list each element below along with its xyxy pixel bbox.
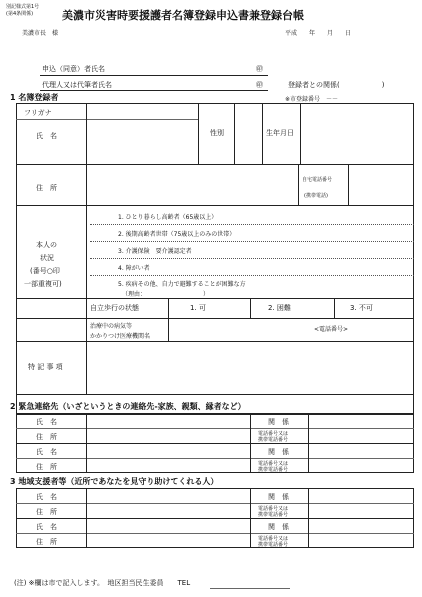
notes-label: 特 記 事 項 (28, 363, 63, 371)
relation-label: 登録者との関係( ) (288, 81, 385, 89)
supporter-divider-3 (16, 533, 414, 534)
sp2-phone-label-2: 携帯電話番号 (258, 542, 289, 548)
sp2-relation-label: 関 係 (268, 523, 289, 531)
ec2-name-label: 氏 名 (36, 448, 57, 456)
sp1-address-label: 住 所 (36, 508, 57, 516)
ec1-phone-label-2: 携帯電話番号 (258, 437, 289, 443)
mobility-opt2-line (250, 298, 251, 318)
emergency-right-line (308, 413, 309, 473)
status-sep-2 (90, 241, 414, 242)
sp2-phone-label-1: 電話番号又は (258, 536, 289, 542)
supporter-divider-1 (16, 503, 414, 504)
date-line: 平成 年 月 日 (285, 30, 352, 37)
ec2-phone-label-1: 電話番号又は (258, 461, 289, 467)
mobility-option-2: 2. 困難 (268, 304, 291, 312)
status-label-4: 一部重複可) (24, 280, 62, 288)
ec2-address-label: 住 所 (36, 463, 57, 471)
ec1-phone-label-1: 電話番号又は (258, 431, 289, 437)
proxy-seal: ㊞ (256, 81, 263, 89)
mobility-opt3-line (334, 298, 335, 318)
label-col-line (86, 103, 87, 298)
gender-value-line (262, 103, 263, 164)
mobility-col-line (86, 298, 87, 341)
birth-label: 生年月日 (266, 129, 294, 137)
sp1-name-label: 氏 名 (36, 493, 57, 501)
section2-title: 2 緊急連絡先（いざというときの連絡先-家族、親類、縁者など） (10, 402, 246, 411)
applicant-seal: ㊞ (256, 65, 263, 73)
supporter-right-line (308, 488, 309, 548)
emergency-col-line (86, 413, 87, 473)
form-label-sub: (第4条関係) (6, 11, 34, 17)
emergency-divider-3 (16, 458, 414, 459)
addressee: 美濃市長 様 (22, 30, 59, 37)
furigana-label: フリガナ (24, 109, 52, 117)
row-divider-2 (16, 205, 414, 206)
mobile-phone-label: (携帯電話) (304, 193, 328, 199)
applicant-name-label: 申込（同意）者氏名 (42, 65, 105, 73)
proxy-underline (40, 90, 268, 91)
row-divider-5 (16, 341, 414, 342)
status-label-1: 本人の (36, 241, 57, 249)
applicant-underline (40, 75, 268, 76)
proxy-name-label: 代理人又は代筆者氏名 (42, 81, 112, 89)
status-item-5: 5. 疾病その他、自力で避難することが困難な方 (118, 281, 246, 288)
emergency-mid-line (250, 413, 251, 473)
page-title: 美濃市災害時要援護者名簿登録申込書兼登録台帳 (62, 9, 304, 22)
sp1-phone-label-2: 携帯電話番号 (258, 512, 289, 518)
name-col-line (198, 103, 199, 164)
emergency-divider-1 (16, 428, 414, 429)
ec2-phone-label-2: 携帯電話番号 (258, 467, 289, 473)
ec1-name-label: 氏 名 (36, 418, 57, 426)
row-divider-6 (16, 394, 414, 395)
status-item-2: 2. 後期高齢者世帯（75歳以上のみの世帯） (118, 231, 236, 238)
medical-col-line (168, 318, 169, 341)
sp2-address-label: 住 所 (36, 538, 57, 546)
status-sep-4 (90, 275, 414, 276)
footer-underline (210, 588, 290, 589)
ec1-relation-label: 関 係 (268, 418, 289, 426)
status-item-3: 3. 介護保険 要介護認定者 (118, 248, 192, 255)
status-reason: （理由： ） (122, 291, 210, 298)
status-label-2: 状況 (40, 254, 54, 262)
registrant-table (16, 103, 414, 415)
home-phone-label: 自宅電話番号 (302, 177, 333, 183)
furigana-divider (16, 119, 198, 120)
mobility-option-1: 1. 可 (190, 304, 206, 312)
medical-phone-label: <電話番号> (314, 326, 349, 333)
birth-col-line (300, 103, 301, 164)
row-divider-3 (16, 298, 414, 299)
emergency-divider-2 (16, 443, 414, 444)
status-item-4: 4. 障がい者 (118, 265, 150, 272)
phone-col-line (298, 164, 299, 205)
mobility-option-3: 3. 不可 (350, 304, 373, 312)
clinic-label: かかりつけ医療機関名 (90, 333, 151, 340)
form-label: 別記様式第1号 (6, 4, 40, 10)
row-divider-1 (16, 164, 414, 165)
section3-title: 3 地域支援者等（近所であなたを見守り助けてくれる人） (10, 477, 219, 486)
gender-col-line (234, 103, 235, 164)
sp1-phone-label-1: 電話番号又は (258, 506, 289, 512)
name-label: 氏 名 (36, 132, 57, 140)
section1-title: 1 名簿登録者 (10, 93, 59, 102)
phone-value-line (348, 164, 349, 205)
status-label-3: (番号○印 (30, 267, 60, 275)
footer-note-3: (注) ※欄は市で記入します。 地区担当民生委員 TEL (14, 579, 191, 587)
notes-col-line (86, 341, 87, 394)
sp2-name-label: 氏 名 (36, 523, 57, 531)
supporter-col-line (86, 488, 87, 548)
status-item-1: 1. ひとり暮らし高齢者（65歳以上） (118, 214, 218, 221)
gender-label: 性別 (210, 129, 224, 137)
ec1-address-label: 住 所 (36, 433, 57, 441)
address-label: 住 所 (36, 184, 57, 192)
row-divider-4 (16, 318, 414, 319)
ec2-relation-label: 関 係 (268, 448, 289, 456)
mobility-label: 自立歩行の状態 (90, 304, 139, 312)
supporter-mid-line (250, 488, 251, 548)
status-sep-3 (90, 258, 414, 259)
medical-label: 治療中の病気等 (90, 323, 133, 330)
status-sep-1 (90, 224, 414, 225)
sp1-relation-label: 関 係 (268, 493, 289, 501)
supporter-divider-2 (16, 518, 414, 519)
registration-number-label: ※市登録番号 －－ (285, 96, 339, 103)
mobility-opt1-line (168, 298, 169, 318)
